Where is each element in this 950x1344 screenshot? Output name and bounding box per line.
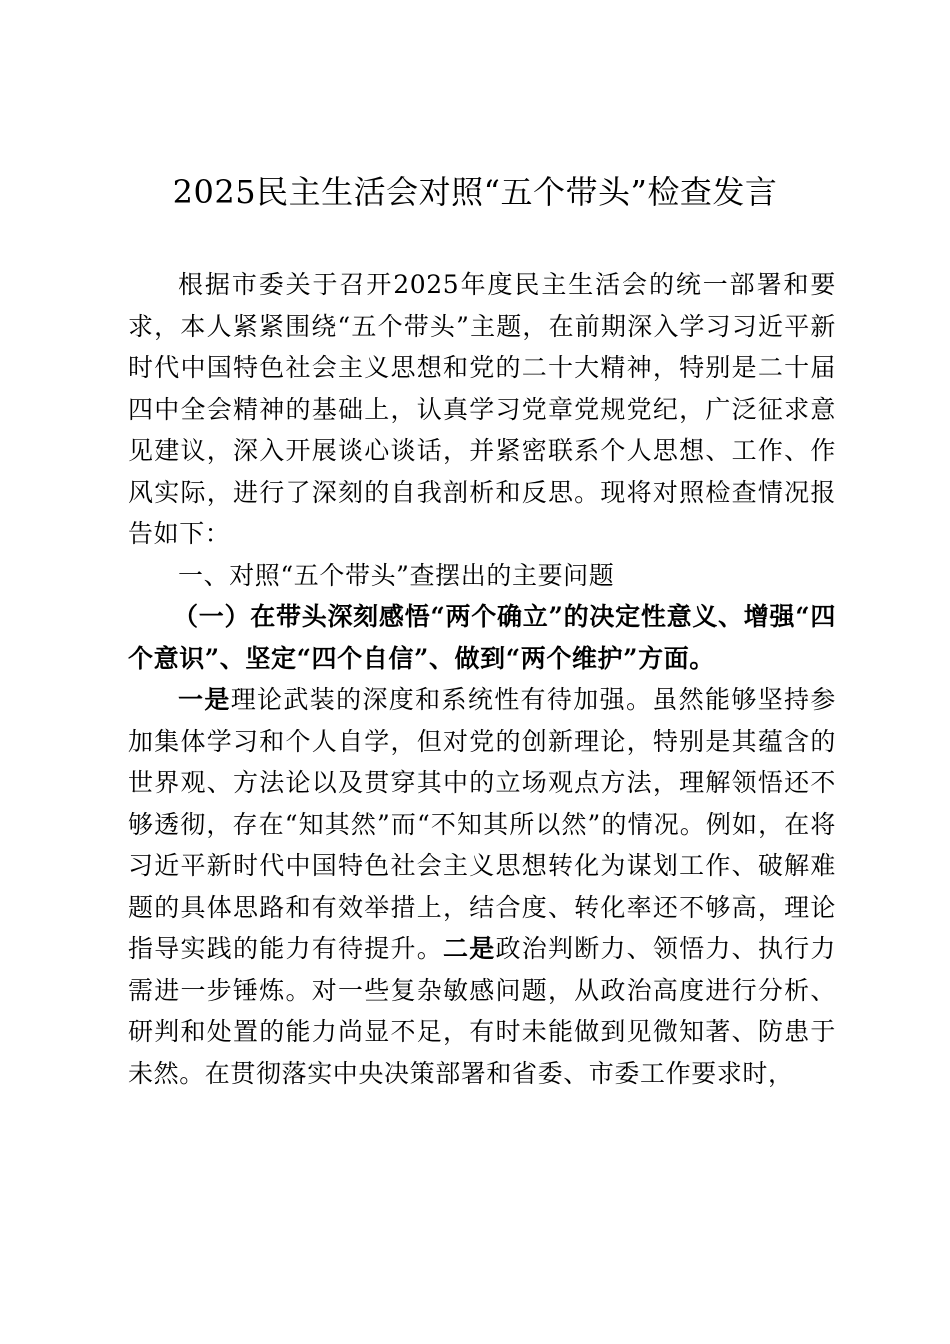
point-1-text: 理论武装的深度和系统性有待加强。虽然能够坚持参加集体学习和个人自学，但对党的创新理论，特别是其蕴含的世界观、方法论以及贯穿其中的立场观点方法，理解领悟还不够透彻，存在“知其然”而“不知其所以然”的情况。例如，在将习近平新时代中国特色社会主义思想转化为谋划工作、破解难题的具体思路和有效举措上，结合度、转化率还不够高，理论指导实践的能力有待提升。 (128, 685, 836, 963)
intro-paragraph: 根据市委关于召开2025年度民主生活会的统一部署和要求，本人紧紧围绕“五个带头”主题，在前期深入学习习近平新时代中国特色社会主义思想和党的二十大精神，特别是二十届四中全会精神的基础上，认真学习党章党规党纪，广泛征求意见建议，深入开展谈心谈话，并紧密联系个人思想、工作、作风实际，进行了深刻的自我剖析和反思。现将对照检查情况报告如下： (128, 270, 836, 548)
subsection-heading: （一）在带头深刻感悟“两个确立”的决定性意义、增强“四个意识”、坚定“四个自信”、做到“两个维护”方面。 (128, 602, 836, 673)
document-body (128, 264, 836, 1094)
point-1-label: 一是 (178, 685, 231, 714)
point-2-text: 政治判断力、领悟力、执行力需进一步锤炼。对一些复杂敏感问题，从政治高度进行分析、研判和处置的能力尚显不足，有时未能做到见微知著、防患于未然。在贯彻落实中央决策部署和省委、市委工作要求时， (128, 934, 836, 1088)
points-paragraph (128, 679, 836, 1094)
section-heading: 一、对照“五个带头”查摆出的主要问题 (178, 560, 615, 590)
point-2-label: 二是 (442, 934, 496, 963)
document-title: 2025民主生活会对照“五个带头”检查发言 (172, 173, 778, 211)
